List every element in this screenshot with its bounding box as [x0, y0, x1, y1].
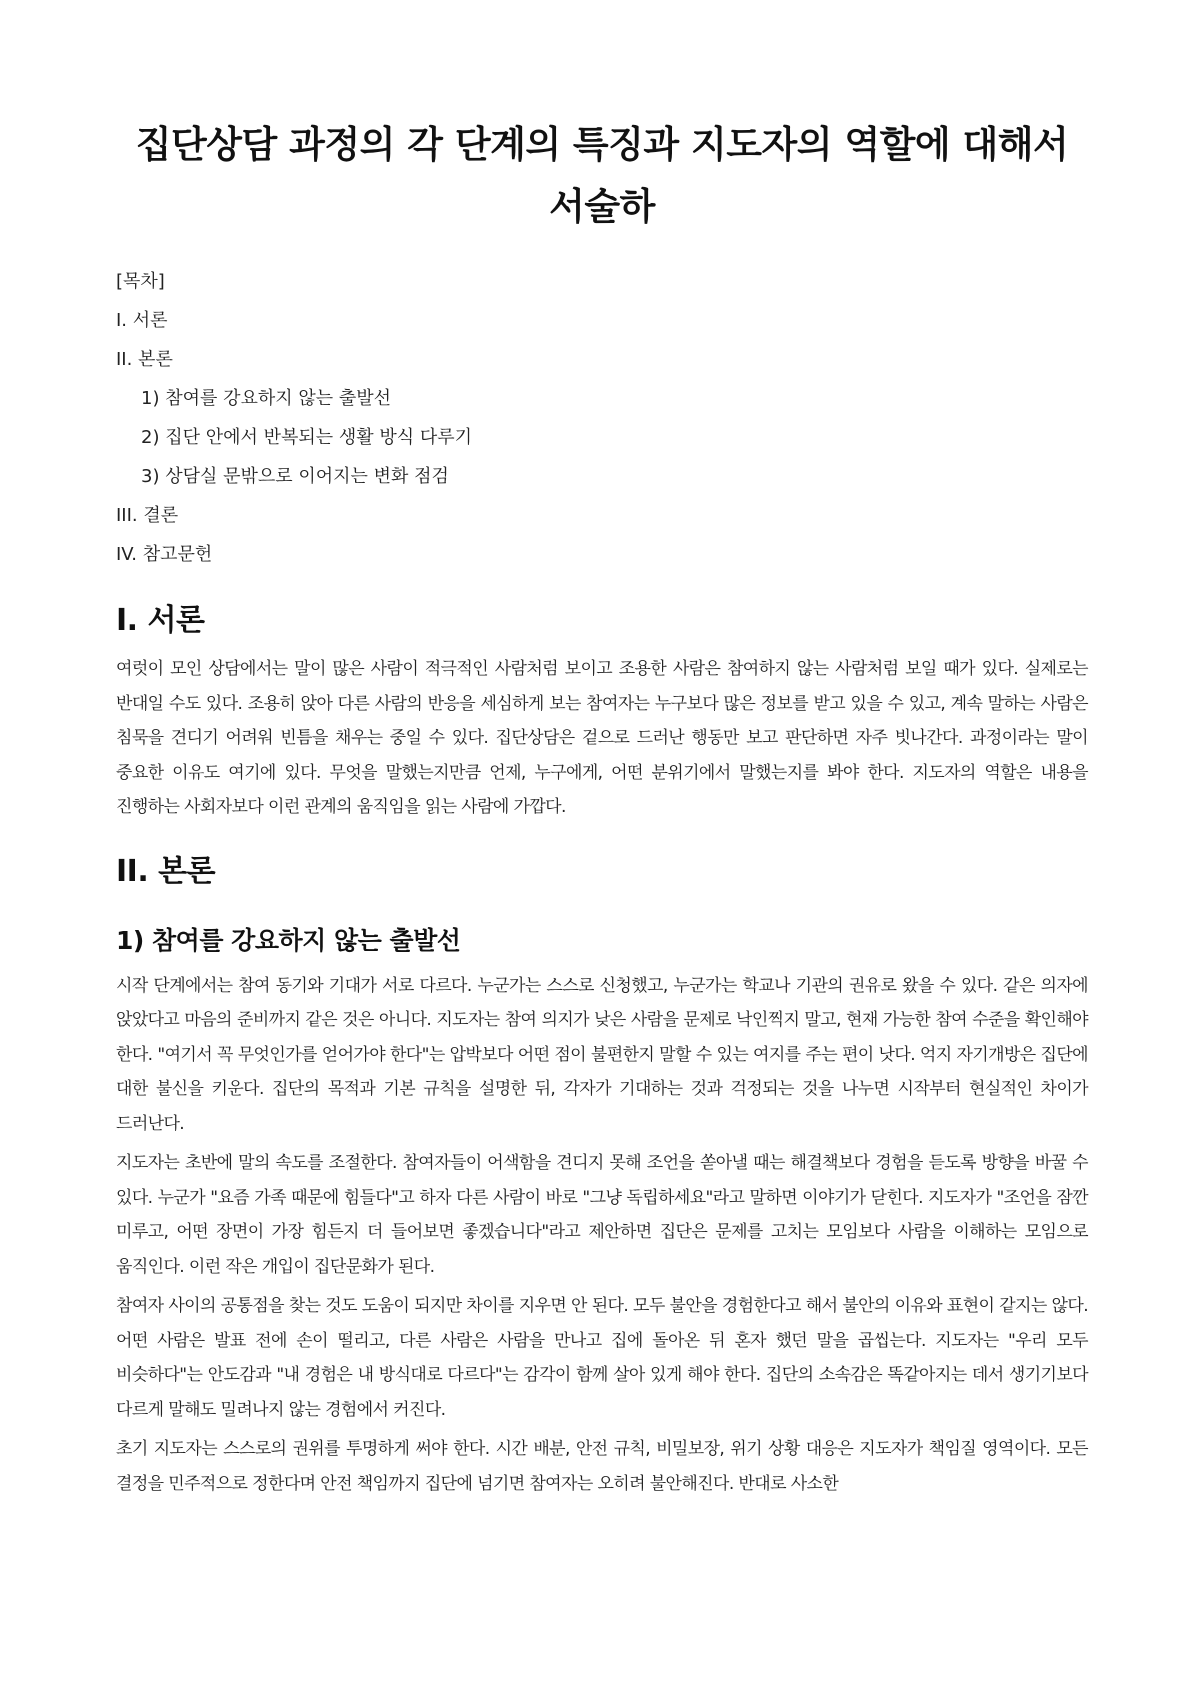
- section-1-paragraph: 초기 지도자는 스스로의 권위를 투명하게 써야 한다. 시간 배분, 안전 규칙, 비밀보장, 위기 상황 대응은 지도자가 책임질 영역이다. 모든 결정을 민주적으로 정한다며 안전 책임까지 집단에 넘기면 참여자는 오히려 불안해진다. 반대로 사소한: [116, 1439, 1088, 1494]
- toc-heading: [목차]: [116, 271, 165, 292]
- section-1-paragraph: 지도자는 초반에 말의 속도를 조절한다. 참여자들이 어색함을 견디지 못해 조언을 쏟아낼 때는 해결책보다 경험을 듣도록 방향을 바꿀 수 있다. 누군가 "요즘 가족 때문에 힘들다"고 하자 다른 사람이 바로 "그냥 독립하세요"라고 말하면 이야기가 닫힌다. 지도자가 "조언을 잠깐 미루고, 어떤 장면이 가장 힘든지 더 들어보면 좋겠습니다"라고 제안하면 집단은 문제를 고치는 모임보다 사람을 이해하는 모임으로 움직인다. 이런 작은 개입이 집단문화가 된다.: [116, 1153, 1088, 1277]
- document-page: [116, 0, 1088, 1501]
- section-1-paragraph: 시작 단계에서는 참여 동기와 기대가 서로 다르다. 누군가는 스스로 신청했고, 누군가는 학교나 기관의 권유로 왔을 수 있다. 같은 의자에 앉았다고 마음의 준비까지 같은 것은 아니다. 지도자는 참여 의지가 낮은 사람을 문제로 낙인찍지 말고, 현재 가능한 참여 수준을 확인해야 한다. "여기서 꼭 무엇인가를 얻어가야 한다"는 압박보다 어떤 점이 불편한지 말할 수 있는 여지를 주는 편이 낫다. 억지 자기개방은 집단에 대한 불신을 키운다. 집단의 목적과 기본 규칙을 설명한 뒤, 각자가 기대하는 것과 걱정되는 것을 나누면 시작부터 현실적인 차이가 드러난다.: [116, 975, 1088, 1134]
- intro-paragraph: 여럿이 모인 상담에서는 말이 많은 사람이 적극적인 사람처럼 보이고 조용한 사람은 참여하지 않는 사람처럼 보일 때가 있다. 실제로는 반대일 수도 있다. 조용히 앉아 다른 사람의 반응을 세심하게 보는 참여자는 누구보다 많은 정보를 받고 있을 수 있고, 계속 말하는 사람은 침묵을 견디기 어려워 빈틈을 채우는 중일 수 있다. 집단상담은 겉으로 드러난 행동만 보고 판단하면 자주 빗나간다. 과정이라는 말이 중요한 이유도 여기에 있다. 무엇을 말했는지만큼 언제, 누구에게, 어떤 분위기에서 말했는지를 봐야 한다. 지도자의 역할은 내용을 진행하는 사회자보다 이런 관계의 움직임을 읽는 사람에 가깝다.: [116, 659, 1088, 817]
- toc-item-intro: I. 서론: [116, 310, 168, 331]
- intro-heading: I. 서론: [116, 603, 205, 638]
- toc-item-body: II. 본론: [116, 349, 173, 370]
- table-of-contents: [116, 262, 1088, 574]
- toc-item-conclusion: III. 결론: [116, 505, 179, 526]
- section-1-heading: 1) 참여를 강요하지 않는 출발선: [116, 925, 461, 955]
- document-title: 집단상담 과정의 각 단계의 특징과 지도자의 역할에 대해서 서술하: [135, 123, 1069, 228]
- toc-item-body-3: 3) 상담실 문밖으로 이어지는 변화 점검: [141, 466, 449, 487]
- toc-item-body-2: 2) 집단 안에서 반복되는 생활 방식 다루기: [141, 427, 473, 448]
- toc-item-body-1: 1) 참여를 강요하지 않는 출발선: [141, 388, 392, 409]
- toc-item-references: IV. 참고문헌: [116, 544, 213, 565]
- section-1-paragraph: 참여자 사이의 공통점을 찾는 것도 도움이 되지만 차이를 지우면 안 된다. 모두 불안을 경험한다고 해서 불안의 이유와 표현이 같지는 않다. 어떤 사람은 발표 전에 손이 떨리고, 다른 사람은 사람을 만나고 집에 돌아온 뒤 혼자 했던 말을 곱씹는다. 지도자는 "우리 모두 비슷하다"는 안도감과 "내 경험은 내 방식대로 다르다"는 감각이 함께 살아 있게 해야 한다. 집단의 소속감은 똑같아지는 데서 생기기보다 다르게 말해도 밀려나지 않는 경험에서 커진다.: [116, 1296, 1088, 1420]
- body-heading: II. 본론: [116, 853, 216, 889]
